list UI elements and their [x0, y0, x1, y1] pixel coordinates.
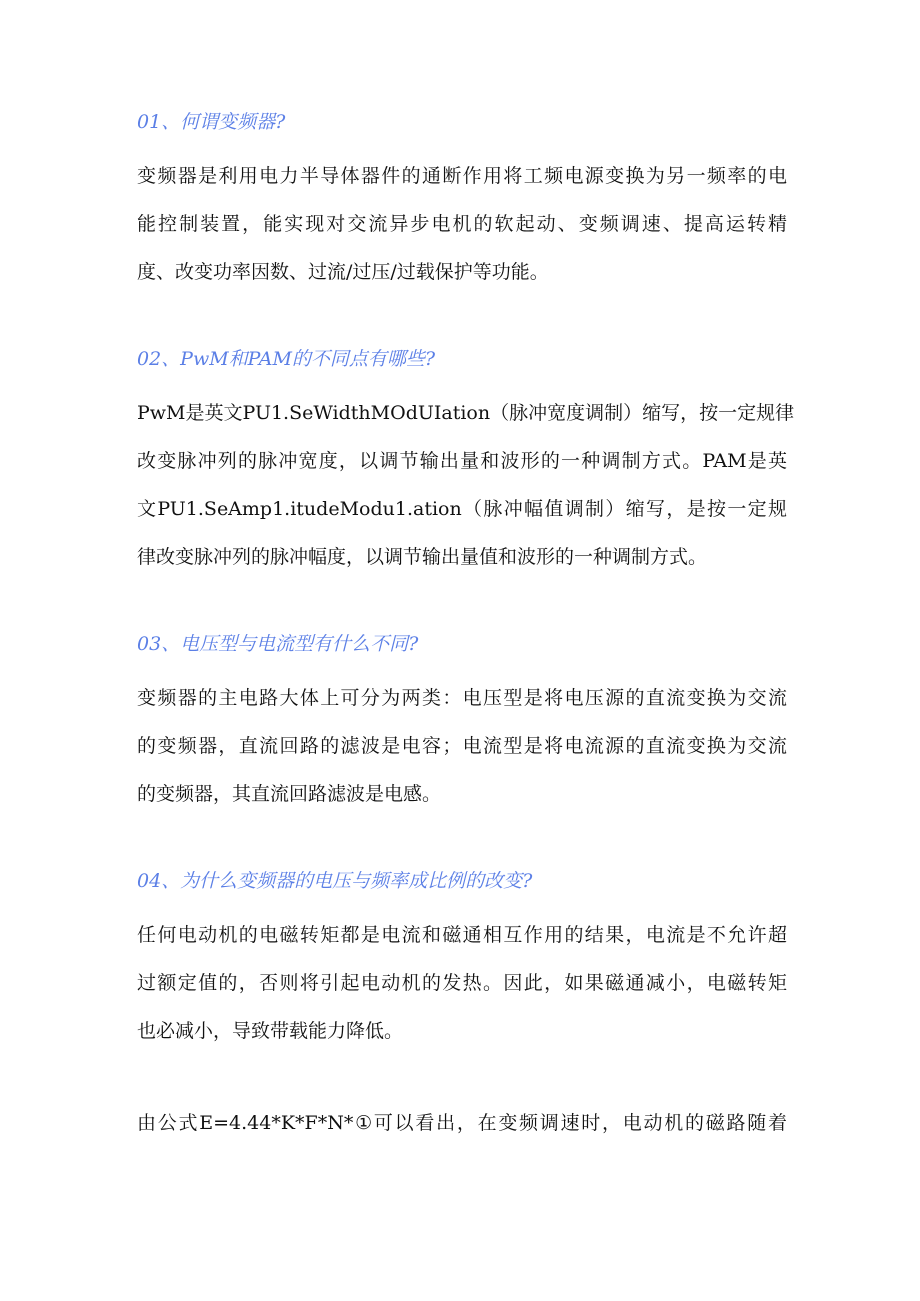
text-line: 过额定值的，否则将引起电动机的发热。因此，如果磁通减小，电磁转矩: [137, 972, 787, 994]
section-heading: 01、何谓变频器?: [137, 111, 286, 133]
section-1: [137, 104, 787, 296]
text-line: 的变频器，直流回路的滤波是电容；电流型是将电流源的直流变换为交流: [137, 735, 787, 757]
text-line: 的变频器，其直流回路滤波是电感。: [137, 783, 442, 805]
text-line: 改变脉冲列的脉冲宽度，以调节输出量和波形的一种调制方式。PAM是英: [137, 450, 787, 472]
section-heading: 03、电压型与电流型有什么不同?: [137, 633, 419, 655]
paragraph: [137, 152, 787, 296]
section-3: [137, 626, 787, 818]
text-line: 变频器是利用电力半导体器件的通断作用将工频电源变换为另一频率的电: [137, 165, 787, 187]
section-4: [137, 863, 787, 1147]
text-line: 变频器的主电路大体上可分为两类：电压型是将电压源的直流变换为交流: [137, 687, 787, 709]
text-line: 律改变脉冲列的脉冲幅度，以调节输出量值和波形的一种调制方式。: [137, 546, 708, 568]
section-2: [137, 341, 795, 581]
text-line: 任何电动机的电磁转矩都是电流和磁通相互作用的结果，电流是不允许超: [137, 924, 787, 946]
paragraph: [137, 911, 787, 1055]
text-line: 能控制装置，能实现对交流异步电机的软起动、变频调速、提高运转精: [137, 213, 787, 235]
paragraph: [137, 1099, 787, 1147]
document-body: [137, 104, 795, 1147]
text-line: 度、改变功率因数、过流/过压/过载保护等功能。: [137, 261, 549, 283]
section-heading: 02、PwM和PAM的不同点有哪些?: [137, 348, 436, 370]
section-heading: 04、为什么变频器的电压与频率成比例的改变?: [137, 870, 533, 892]
paragraph: [137, 389, 795, 581]
text-line: 文PU1.SeAmp1.itudeModu1.ation（脉冲幅值调制）缩写，是按一定规: [137, 498, 787, 520]
paragraph: [137, 674, 787, 818]
text-line: 由公式E=4.44*K*F*N*①可以看出，在变频调速时，电动机的磁路随着: [137, 1112, 787, 1134]
text-line: PwM是英文PU1.SeWidthMOdUIation（脉冲宽度调制）缩写，按一定规律: [137, 402, 795, 424]
text-line: 也必减小，导致带载能力降低。: [137, 1020, 404, 1042]
